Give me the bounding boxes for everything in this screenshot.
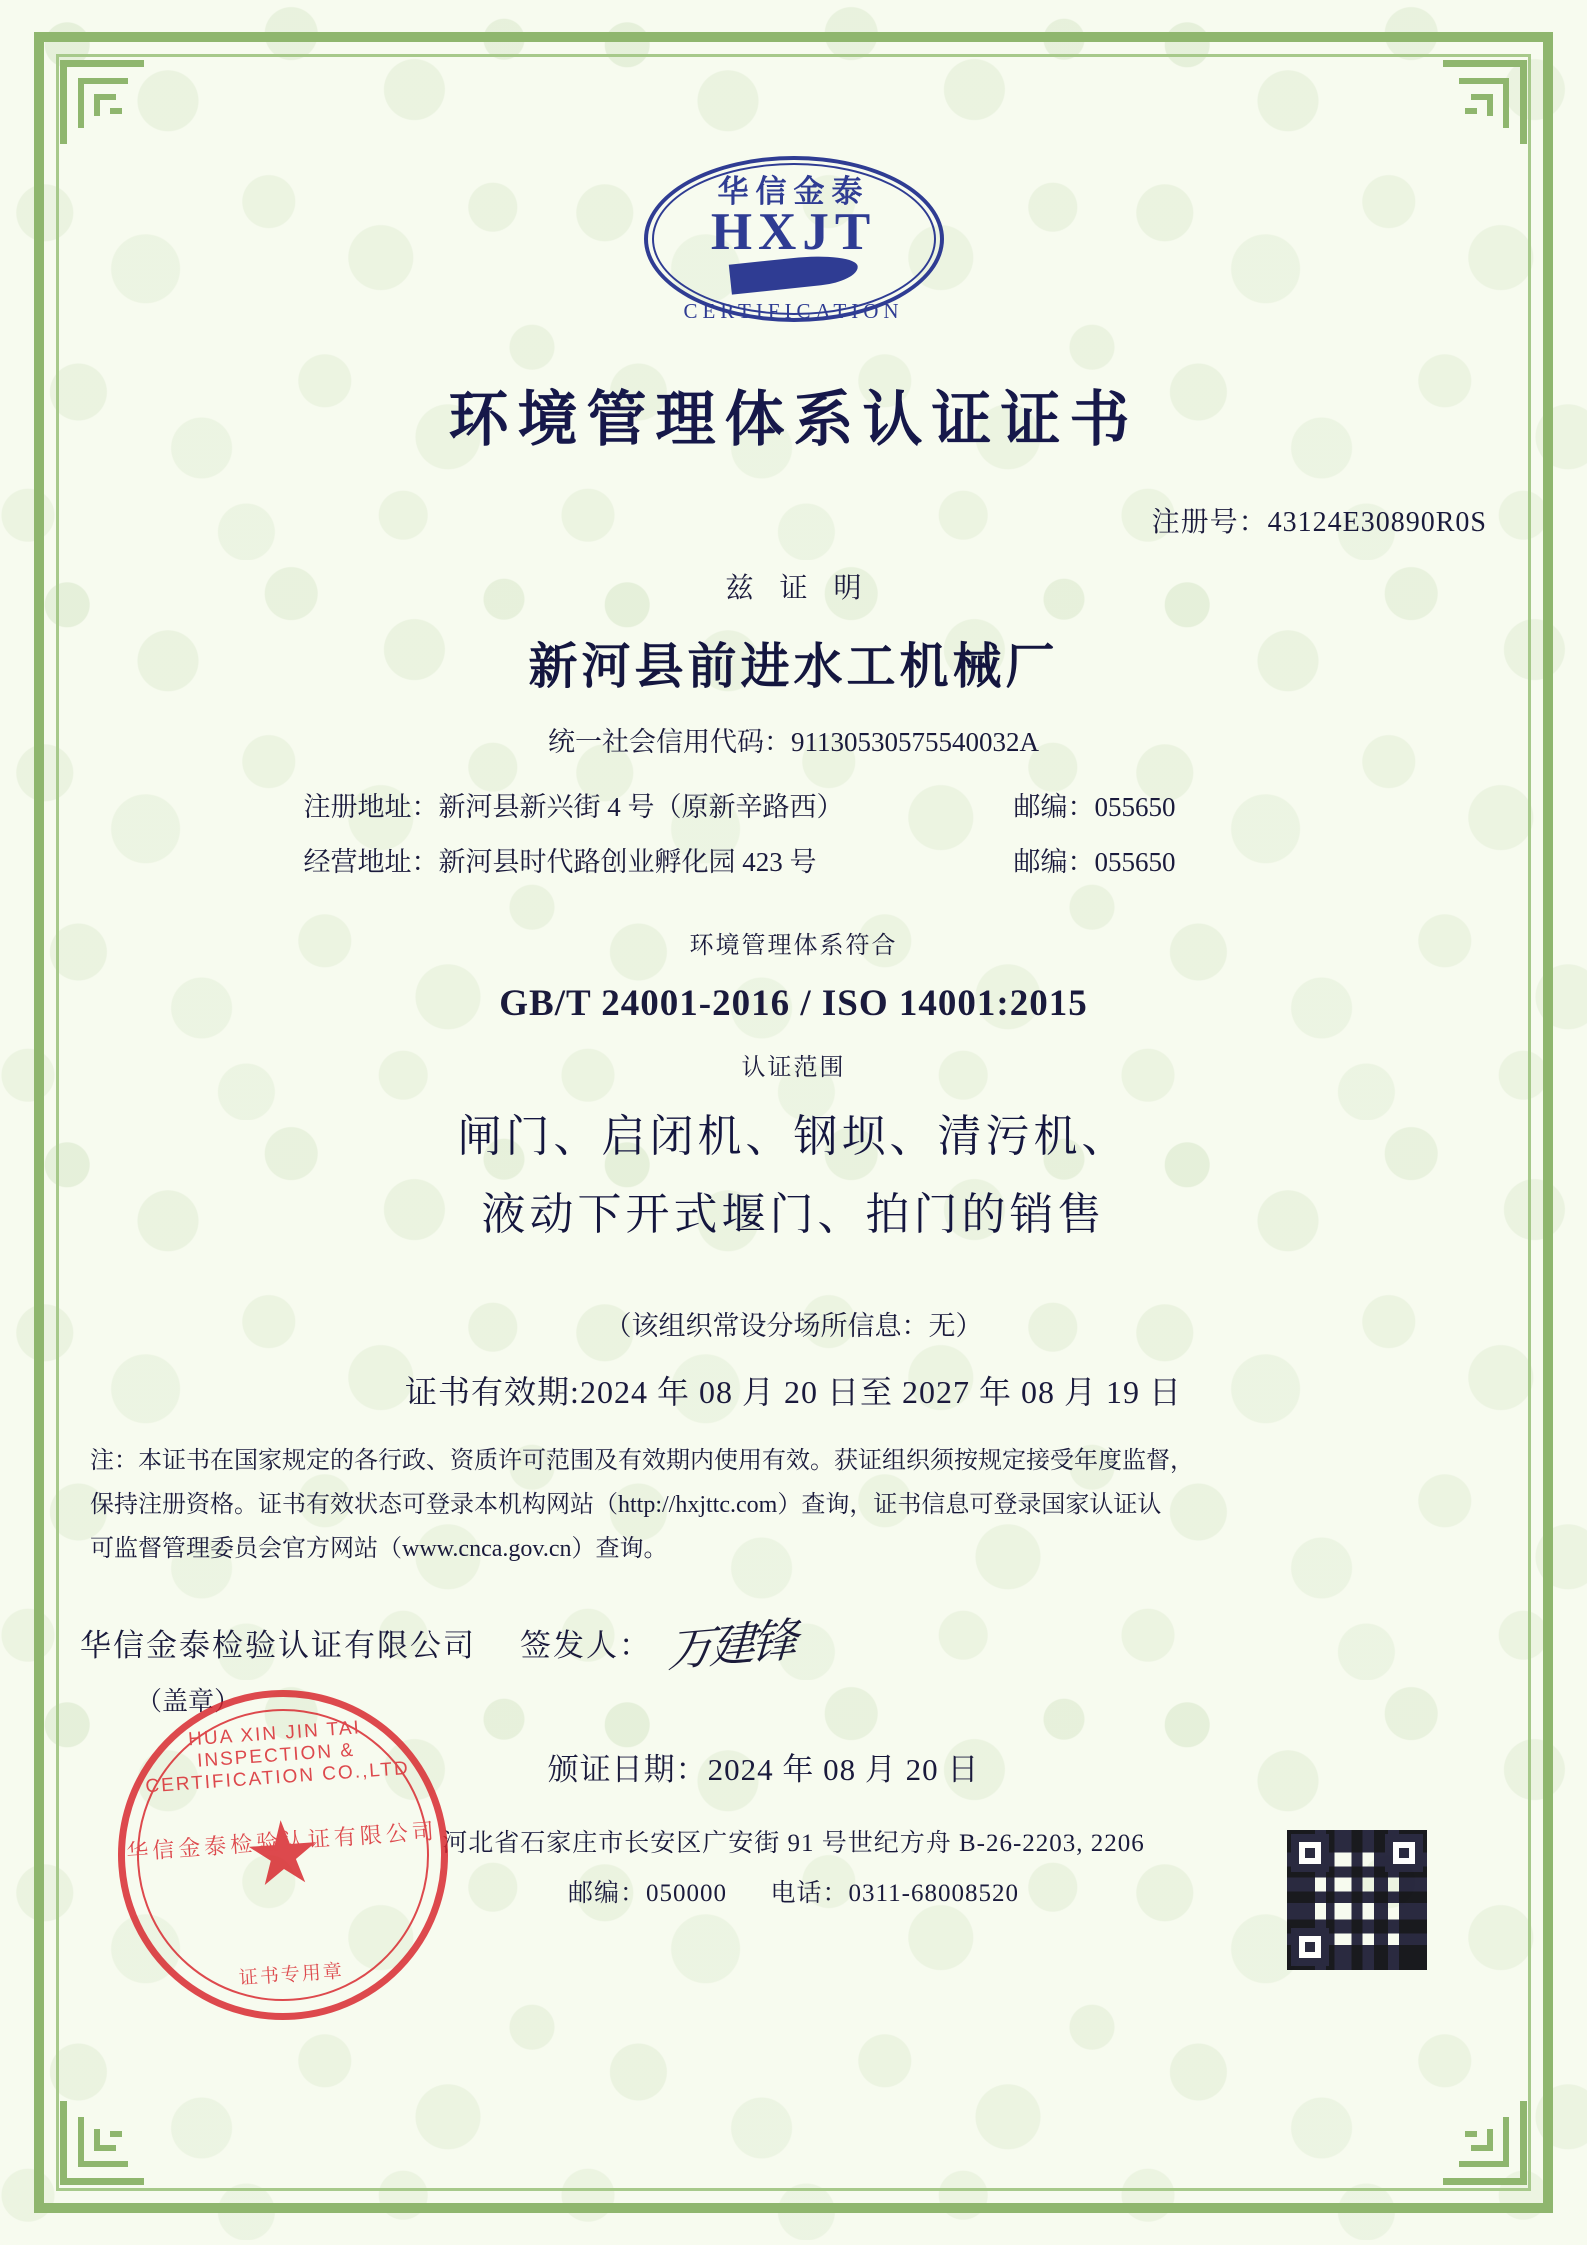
seal-mid-text: 华信金泰检验认证有限公司 [125, 1818, 439, 1865]
qr-finder-top-left [1291, 1834, 1329, 1872]
page-title: 环境管理体系认证证书 [448, 387, 1139, 453]
certificate-content [80, 80, 1507, 1909]
standard-reference: GB/T 24001-2016 / ISO 14001:2015 [499, 983, 1088, 1024]
footer-phone: 电话：0311-68008520 [770, 1880, 1019, 1907]
operating-zip-value: 055650 [1094, 847, 1176, 877]
signature-row [80, 1597, 1507, 1687]
logo-chinese-name: 华信金泰 [717, 174, 870, 209]
address-row [80, 785, 1507, 824]
corner-ornament-bottom-right [1423, 2083, 1543, 2203]
validity-period: 证书有效期:2024 年 08 月 20 日至 2027 年 08 月 19 日 [405, 1374, 1182, 1410]
operating-address-zip [1014, 840, 1314, 879]
footer-zip: 邮编：050000 [568, 1880, 728, 1907]
registered-zip-label: 邮编： [1013, 792, 1095, 822]
address-block [80, 785, 1507, 879]
hxjt-logo [634, 150, 954, 330]
registered-address-label: 注册地址： [303, 792, 439, 822]
logo-abbrev: HXJT [710, 203, 877, 261]
address-row [80, 840, 1507, 879]
scope-line-1: 闸门、启闭机、钢坝、清污机、 [457, 1112, 1130, 1161]
issuer-label: 签发人： [520, 1627, 652, 1663]
logo-wrapper [80, 150, 1507, 330]
registered-address-zip [1014, 785, 1314, 824]
company-name: 新河县前进水工机械厂 [528, 639, 1059, 694]
operating-address-label: 经营地址： [303, 847, 439, 877]
seal-note: （盖章） [136, 1687, 241, 1716]
conformity-label: 环境管理体系符合 [689, 933, 898, 959]
qr-code[interactable] [1287, 1830, 1427, 1970]
handwritten-signature: 万建锋 [666, 1614, 795, 1677]
qr-finder-top-right [1385, 1834, 1423, 1872]
footnote-line-3: 可监督管理委员会官方网站（www.cnca.gov.cn）查询。 [90, 1536, 668, 1562]
issue-date: 颁证日期：2024 年 08 月 20 日 [547, 1752, 980, 1787]
registration-number: 注册号：43124E30890R0S [1151, 507, 1487, 538]
qr-finder-bottom-left [1291, 1928, 1329, 1966]
registered-zip-value: 055650 [1094, 792, 1176, 822]
attest-label: 兹证明 [725, 573, 888, 604]
seal-top-text: HUA XIN JIN TAI INSPECTION & CERTIFICATION CO.,LTD [144, 1717, 411, 1798]
footnote-line-1: 注：本证书在国家规定的各行政、资质许可范围及有效期内使用有效。获证组织须按规定接受年度监督， [90, 1448, 1194, 1474]
operating-zip-label: 邮编： [1013, 847, 1095, 877]
footnote-line-2: 保持注册资格。证书有效状态可登录本机构网站（http://hxjttc.com）查询，证书信息可登录国家认证认 [90, 1492, 1162, 1518]
registered-address-value: 新河县新兴街 4 号（原新辛路西） [438, 792, 844, 822]
operating-address [274, 840, 1014, 879]
sites-note: （该组织常设分场所信息：无） [604, 1311, 983, 1341]
corner-ornament-bottom-left [44, 2083, 164, 2203]
registered-address [274, 785, 1014, 824]
seal-bottom-text: 证书专用章 [238, 1961, 345, 1990]
issuing-body-name: 华信金泰检验认证有限公司 [80, 1627, 476, 1663]
footnote [80, 1439, 1507, 1571]
operating-address-value: 新河县时代路创业孵化园 423 号 [438, 847, 817, 877]
scope-line-2: 液动下开式堰门、拍门的销售 [481, 1190, 1106, 1239]
footer-address: 河北省石家庄市长安区广安街 91 号世纪方舟 B-26-2203, 2206 [442, 1830, 1145, 1857]
scope-label: 认证范围 [741, 1055, 846, 1081]
red-official-seal [107, 1679, 459, 2031]
logo-subtitle: CERTIFICATION [683, 299, 904, 323]
credit-code: 统一社会信用代码：91130530575540032A [548, 727, 1039, 757]
